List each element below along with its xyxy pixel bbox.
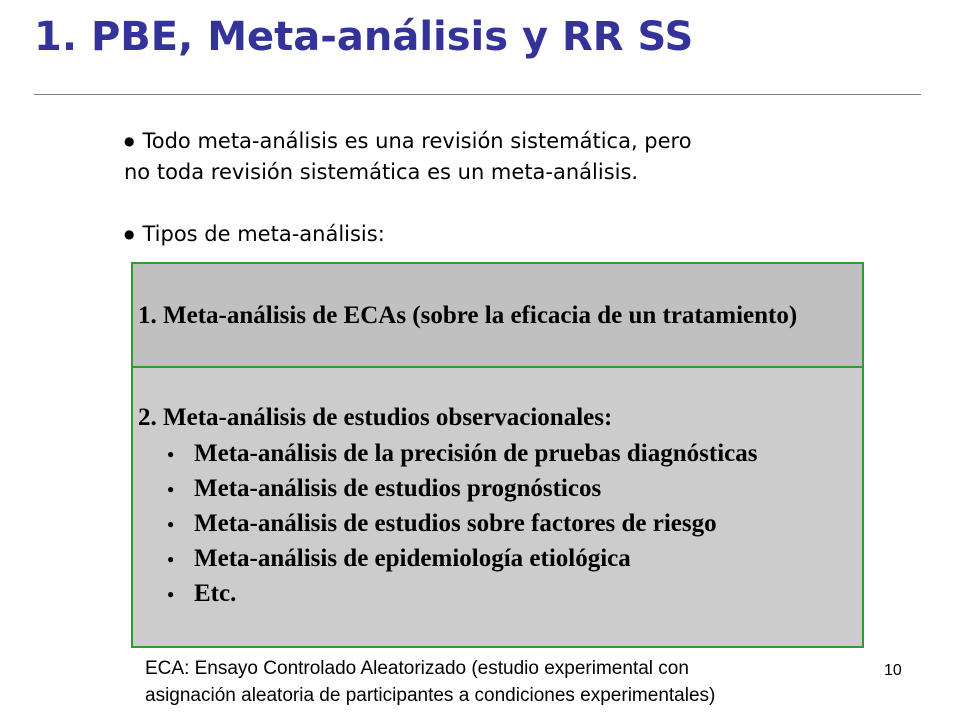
footnote-line: ECA: Ensayo Controlado Aleatorizado (estudio experimental con	[145, 658, 689, 679]
table-row-text: 1. Meta-análisis de ECAs (sobre la eficacia de un tratamiento)	[138, 302, 798, 329]
bullet-icon: ●	[167, 447, 175, 461]
bullet-list	[124, 126, 884, 250]
bullet-text-line: Todo meta-análisis es una revisión sistemática, pero	[142, 129, 692, 153]
table-row	[133, 368, 862, 646]
table-row-heading: 2. Meta-análisis de estudios observacionales:	[138, 404, 613, 431]
list-item-text: Meta-análisis de estudios prognósticos	[194, 475, 602, 502]
list-item	[167, 471, 757, 506]
bullet-icon: ●	[124, 134, 135, 148]
list-item-text: Meta-análisis de la precisión de pruebas diagnósticas	[194, 440, 758, 467]
title-divider	[34, 94, 921, 95]
bullet-icon: ●	[167, 517, 175, 531]
list-item	[167, 541, 757, 576]
footnote	[145, 655, 865, 709]
bullet-icon: ●	[167, 587, 175, 601]
list-item-text: Etc.	[194, 580, 237, 607]
footnote-line: asignación aleatoria de participantes a condiciones experimentales)	[145, 685, 716, 706]
list-item	[167, 506, 757, 541]
bullet-text-line: Tipos de meta-análisis:	[142, 222, 385, 246]
slide-title: 1. PBE, Meta-análisis y RR SS	[34, 14, 694, 60]
list-item	[167, 576, 757, 611]
bullet-item	[124, 126, 884, 188]
list-item-text: Meta-análisis de estudios sobre factores de riesgo	[194, 510, 717, 537]
bullet-text-line: no toda revisión sistemática es un meta-análisis.	[124, 160, 639, 184]
bullet-icon: ●	[167, 552, 175, 566]
table-row	[133, 264, 862, 368]
list-item	[167, 436, 757, 471]
bullet-icon: ●	[124, 227, 135, 241]
page-number: 10	[884, 662, 902, 679]
list-item-text: Meta-análisis de epidemiología etiológica	[194, 545, 631, 572]
meta-analysis-types-table	[131, 262, 864, 648]
sub-item-list	[167, 436, 757, 611]
bullet-icon: ●	[167, 482, 175, 496]
bullet-item	[124, 219, 884, 250]
